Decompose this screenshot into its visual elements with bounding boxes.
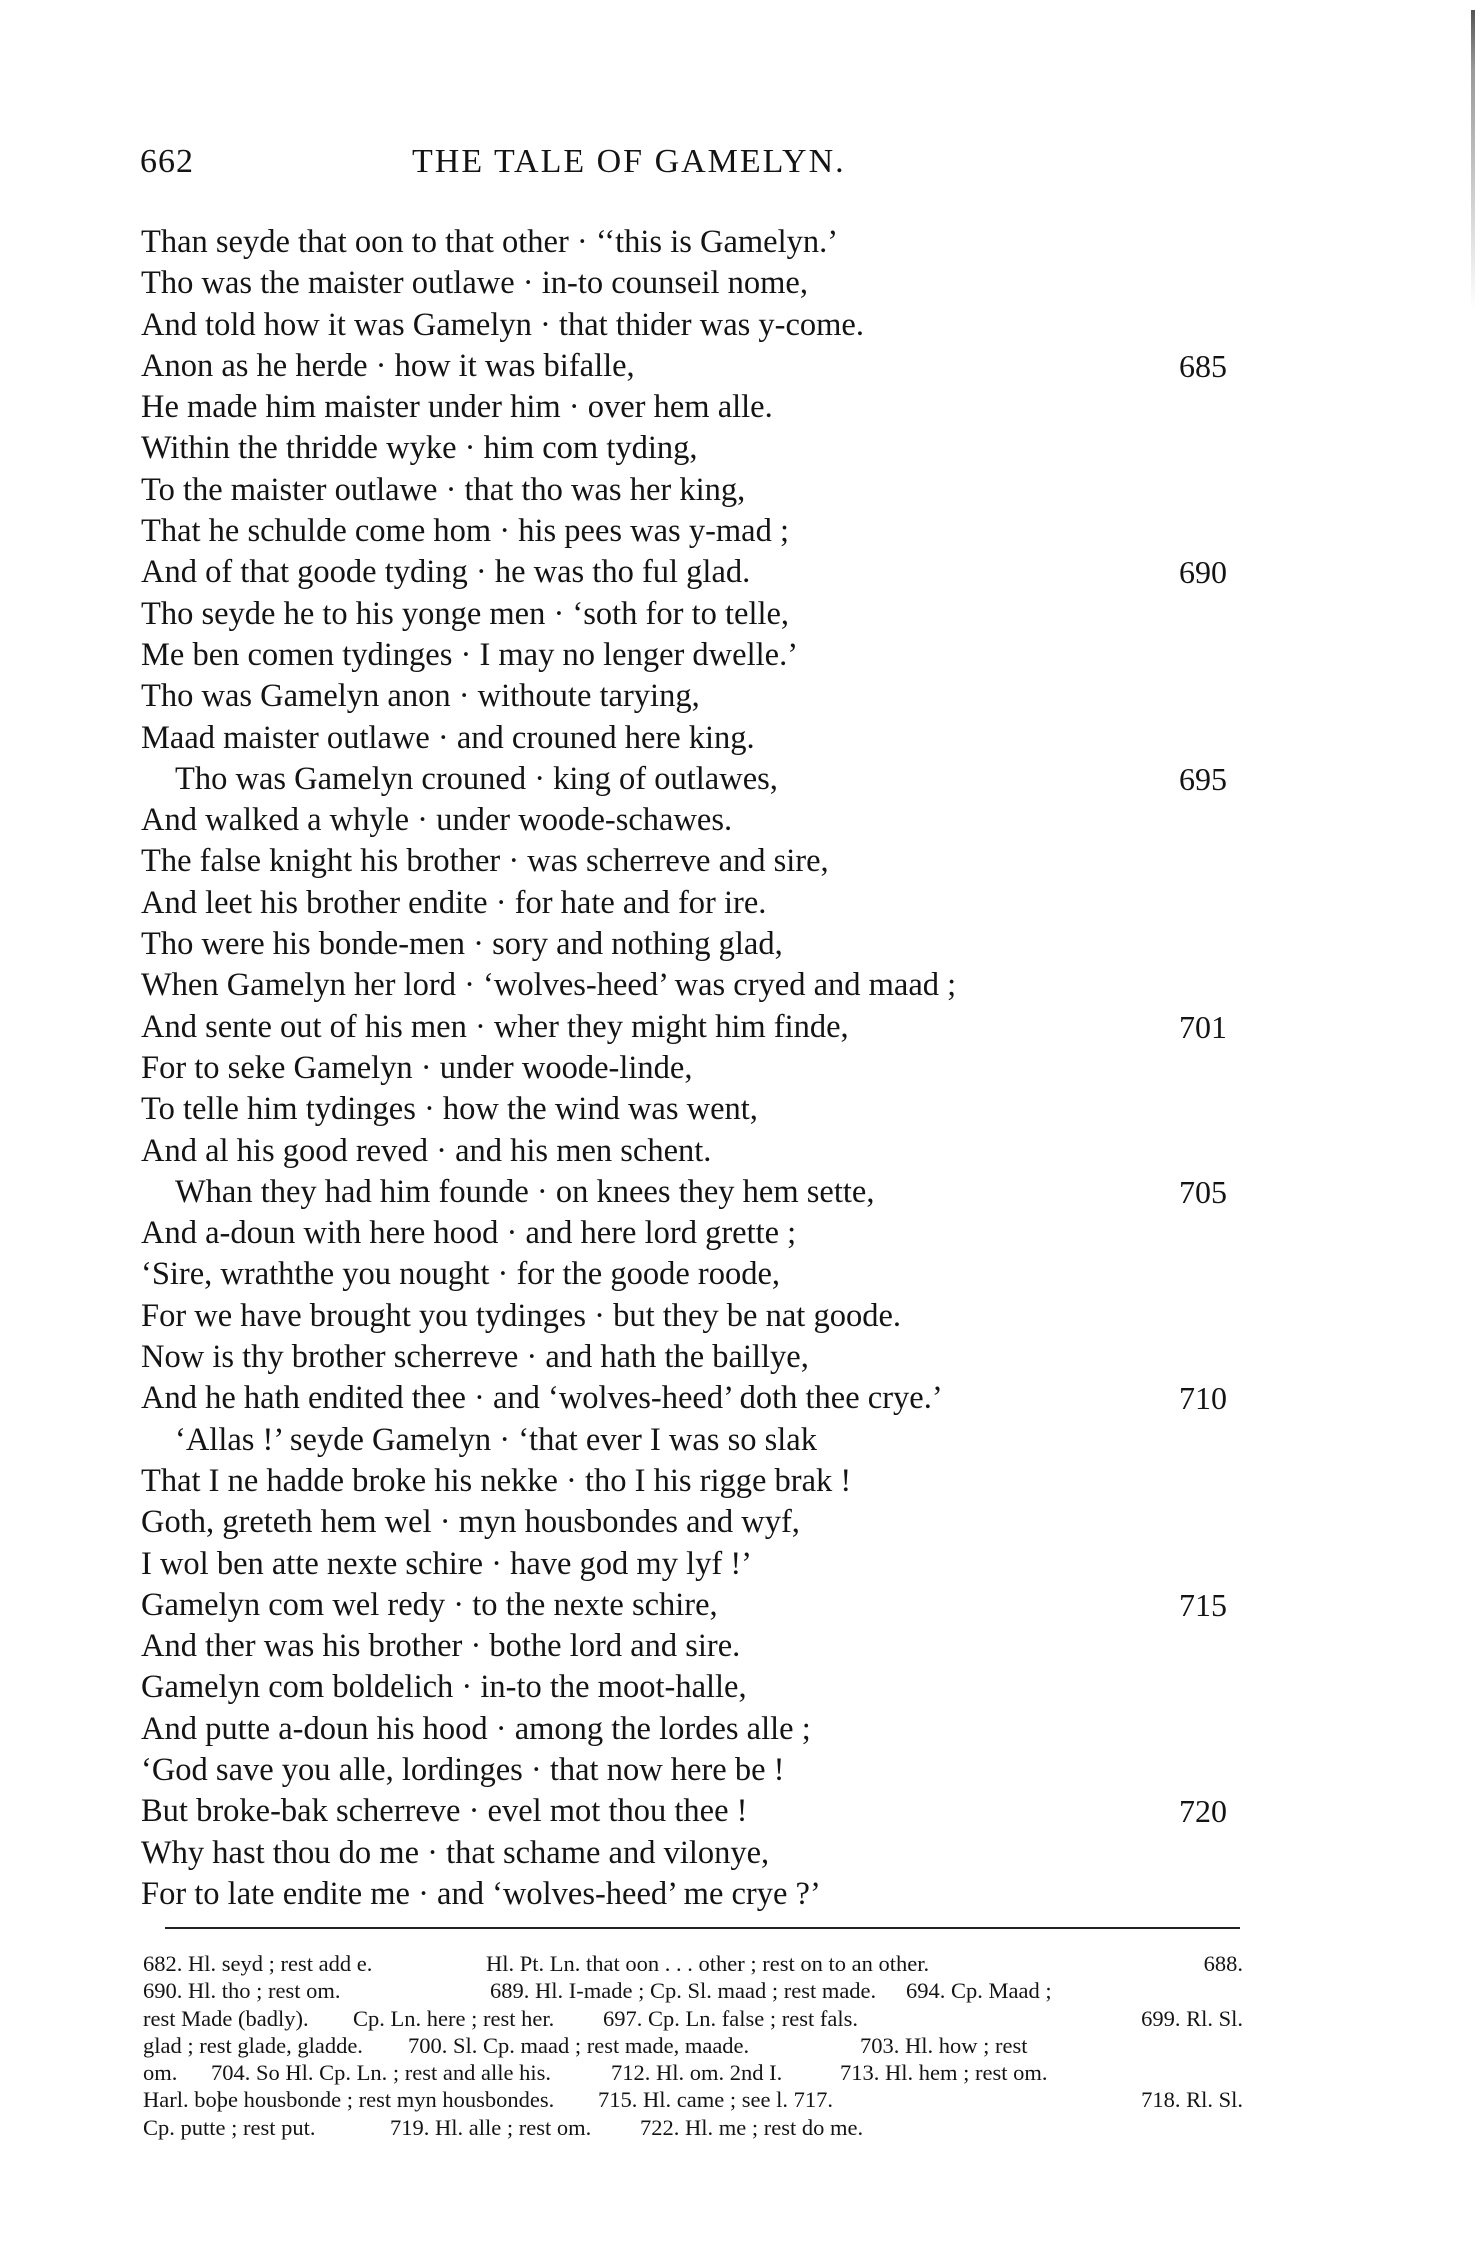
verse-text: For to late endite me · and ‘wolves-heed’ me crye ?’ [141, 1875, 821, 1912]
page-number: 662 [140, 143, 194, 180]
scan-edge-shadow [1471, 10, 1475, 310]
verse-line [141, 511, 1261, 552]
verse-line [141, 305, 1261, 346]
verse-line [141, 1626, 1261, 1667]
footnote-segment: rest Made (badly). [143, 2005, 309, 2031]
verse-text: To telle him tydinges · how the wind was went, [141, 1091, 758, 1128]
footnote-line [143, 2059, 1243, 2086]
verse-line [141, 1667, 1261, 1708]
verse-text: Gamelyn com wel redy · to the nexte schire, [141, 1586, 718, 1623]
poem-text [141, 222, 1261, 1915]
line-number: 695 [1179, 760, 1227, 797]
verse-line [141, 387, 1261, 428]
footnote-segment: Hl. Pt. Ln. that oon . . . other ; rest on to an other. [486, 1951, 930, 1976]
verse-text: And he hath endited thee · and ‘wolves-heed’ doth thee crye.’ [141, 1380, 943, 1417]
footnote-segment: 697. Cp. Ln. false ; rest fals. [603, 2005, 858, 2031]
line-number: 690 [1179, 554, 1227, 591]
verse-text: Maad maister outlawe · and crouned here king. [141, 719, 755, 756]
verse-text: Tho was Gamelyn crouned · king of outlawes, [175, 760, 778, 797]
line-number: 685 [1179, 347, 1227, 384]
footnotes [143, 1950, 1243, 2141]
footnote-segment: 712. Hl. om. 2nd I. [611, 2060, 783, 2086]
footnote-segment: 694. Cp. Maad ; [906, 1978, 1052, 2004]
verse-text: When Gamelyn her lord · ‘wolves-heed’ was cryed and maad ; [141, 967, 957, 1004]
verse-line [141, 346, 1261, 387]
verse-text: ‘Sire, wraththe you nought · for the goode roode, [141, 1256, 781, 1293]
footnote-divider [165, 1927, 1240, 1929]
verse-text: And told how it was Gamelyn · that thider was y-come. [141, 306, 864, 343]
verse-line [141, 1296, 1261, 1337]
verse-line [141, 883, 1261, 924]
verse-line [141, 1709, 1261, 1750]
running-title: THE TALE OF GAMELYN. [412, 143, 846, 180]
verse-text: But broke-bak scherreve · evel mot thou thee ! [141, 1793, 748, 1830]
verse-line [141, 1420, 1261, 1461]
verse-text: ‘God save you alle, lordinges · that now here be ! [141, 1751, 785, 1788]
verse-line [141, 800, 1261, 841]
verse-line [141, 1131, 1261, 1172]
footnote-segment: Cp. putte ; rest put. [143, 2114, 316, 2140]
verse-text: And of that goode tyding · he was tho ful glad. [141, 554, 751, 591]
footnote-line [143, 2086, 1243, 2113]
verse-line [141, 1544, 1261, 1585]
footnote-segment: Cp. Ln. here ; rest her. [353, 2005, 555, 2031]
footnote-segment: 688. [1203, 1951, 1243, 1976]
line-number: 720 [1179, 1793, 1227, 1830]
verse-text: Why hast thou do me · that schame and vilonye, [141, 1834, 770, 1871]
verse-line [141, 1254, 1261, 1295]
verse-text: And leet his brother endite · for hate and for ire. [141, 884, 767, 921]
verse-text: That he schulde come hom · his pees was y-mad ; [141, 513, 790, 550]
verse-text: And ther was his brother · bothe lord and sire. [141, 1628, 741, 1665]
footnote-segment: 704. So Hl. Cp. Ln. ; rest and alle his. [211, 2060, 551, 2086]
verse-line [141, 552, 1261, 593]
verse-line [141, 1791, 1261, 1832]
verse-text: And walked a whyle · under woode-schawes. [141, 802, 733, 839]
verse-line [141, 1172, 1261, 1213]
verse-text: Tho were his bonde-men · sory and nothing glad, [141, 926, 783, 963]
footnote-segment: 715. Hl. came ; see l. 717. [598, 2087, 833, 2113]
verse-line [141, 263, 1261, 304]
footnote-line [143, 2005, 1243, 2032]
verse-text: For we have brought you tydinges · but they be nat goode. [141, 1297, 901, 1334]
verse-line [141, 1048, 1261, 1089]
verse-line [141, 1337, 1261, 1378]
verse-line [141, 594, 1261, 635]
verse-text: And a-doun with here hood · and here lord grette ; [141, 1215, 797, 1252]
verse-line [141, 1833, 1261, 1874]
verse-text: The false knight his brother · was scherreve and sire, [141, 843, 829, 880]
footnote-segment: 682. Hl. seyd ; rest add e. [143, 1951, 373, 1976]
footnote-segment: 690. Hl. tho ; rest om. [143, 1978, 341, 2004]
verse-text: Within the thridde wyke · him com tyding, [141, 430, 698, 467]
verse-text: And al his good reved · and his men schent. [141, 1132, 712, 1169]
verse-line [141, 1378, 1261, 1419]
footnote-line [143, 2114, 1243, 2141]
verse-line [141, 470, 1261, 511]
line-number: 715 [1179, 1586, 1227, 1623]
verse-text: And putte a-doun his hood · among the lordes alle ; [141, 1710, 811, 1747]
verse-text: Now is thy brother scherreve · and hath the baillye, [141, 1339, 809, 1376]
verse-line [141, 676, 1261, 717]
verse-text: Goth, greteth hem wel · myn housbondes and wyf, [141, 1504, 800, 1541]
verse-text: He made him maister under him · over hem alle. [141, 389, 773, 426]
line-number: 705 [1179, 1173, 1227, 1210]
verse-line [141, 428, 1261, 469]
verse-line [141, 1461, 1261, 1502]
footnote-segment: 689. Hl. I-made ; Cp. Sl. maad ; rest made. [490, 1978, 877, 2004]
footnote-line [143, 1950, 1243, 1977]
verse-text: Tho seyde he to his yonge men · ‘soth for to telle, [141, 595, 790, 632]
verse-text: Whan they had him founde · on knees they hem sette, [175, 1173, 875, 1210]
verse-text: Gamelyn com boldelich · in-to the moot-halle, [141, 1669, 747, 1706]
verse-line [141, 1213, 1261, 1254]
verse-line [141, 841, 1261, 882]
verse-text: That I ne hadde broke his nekke · tho I his rigge brak ! [141, 1462, 852, 1499]
verse-line [141, 1089, 1261, 1130]
footnote-segment: 699. Rl. Sl. [1141, 2005, 1243, 2031]
verse-line [141, 1874, 1261, 1915]
verse-text: Anon as he herde · how it was bifalle, [141, 347, 635, 384]
verse-text: For to seke Gamelyn · under woode-linde, [141, 1049, 693, 1086]
footnote-segment: 700. Sl. Cp. maad ; rest made, maade. [408, 2032, 750, 2058]
footnote-segment: 719. Hl. alle ; rest om. [390, 2114, 592, 2140]
page-header [140, 143, 960, 187]
verse-text: Than seyde that oon to that other · ‘‘this is Gamelyn.’ [141, 224, 839, 260]
verse-line [141, 1007, 1261, 1048]
verse-text: ‘Allas !’ seyde Gamelyn · ‘that ever I was so slak [175, 1421, 817, 1458]
footnote-segment: 713. Hl. hem ; rest om. [840, 2060, 1048, 2086]
footnote-line [143, 1977, 1243, 2004]
verse-line [141, 965, 1261, 1006]
verse-line [141, 1585, 1261, 1626]
footnote-segment: om. [143, 2060, 178, 2086]
footnote-segment: 718. Rl. Sl. [1141, 2087, 1243, 2113]
verse-line [141, 635, 1261, 676]
verse-line [141, 222, 1261, 263]
line-number: 710 [1179, 1380, 1227, 1417]
verse-text: I wol ben atte nexte schire · have god my lyf !’ [141, 1545, 752, 1582]
line-number: 701 [1179, 1008, 1227, 1045]
verse-line [141, 1750, 1261, 1791]
footnote-segment: Harl. boþe housbonde ; rest myn housbondes. [143, 2087, 555, 2113]
verse-text: Tho was Gamelyn anon · withoute tarying, [141, 678, 700, 715]
verse-text: And sente out of his men · wher they might him finde, [141, 1008, 849, 1045]
footnote-segment: 703. Hl. how ; rest [860, 2032, 1028, 2058]
verse-text: Me ben comen tydinges · I may no lenger dwelle.’ [141, 636, 799, 673]
verse-text: To the maister outlawe · that tho was her king, [141, 471, 746, 508]
footnote-segment: glad ; rest glade, gladde. [143, 2032, 363, 2058]
footnote-segment: 722. Hl. me ; rest do me. [640, 2114, 864, 2140]
footnote-line [143, 2032, 1243, 2059]
verse-line [141, 759, 1261, 800]
verse-line [141, 718, 1261, 759]
verse-line [141, 924, 1261, 965]
verse-text: Tho was the maister outlawe · in-to counseil nome, [141, 265, 808, 302]
verse-line [141, 1502, 1261, 1543]
